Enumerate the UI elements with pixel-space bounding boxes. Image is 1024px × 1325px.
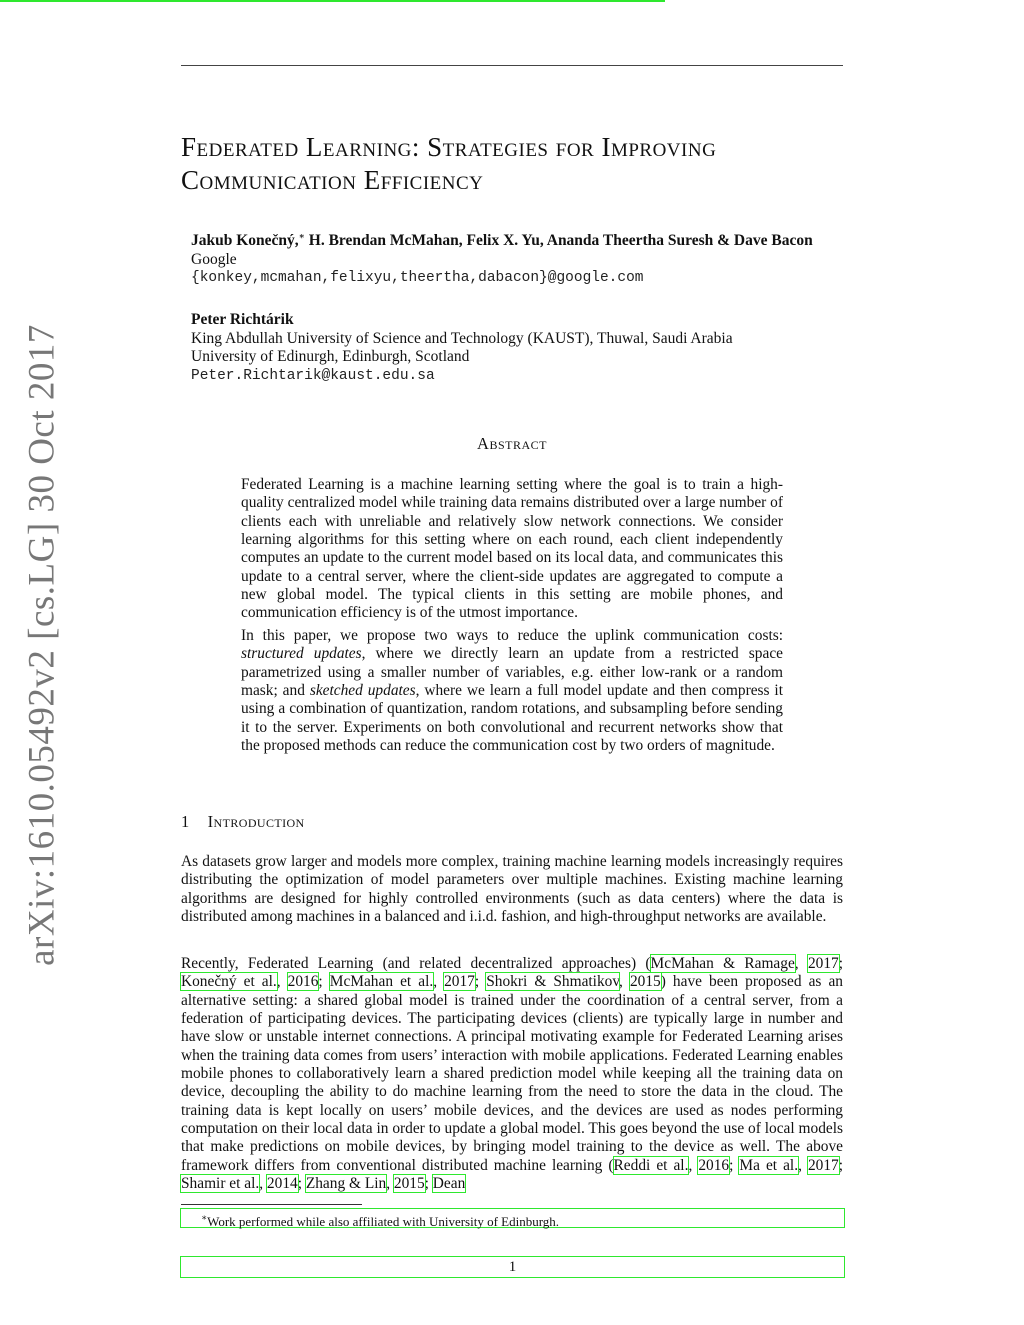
title-line-1: Federated Learning: Strategies for Improving — [181, 132, 717, 162]
author-email: Peter.Richtarik@kaust.edu.sa — [191, 367, 435, 384]
citation-link[interactable]: Konečný et al. — [181, 973, 277, 991]
text: , — [798, 1156, 808, 1174]
text: ; — [838, 1156, 844, 1174]
citation-link[interactable]: Shokri & Shmatikov — [486, 973, 620, 991]
text: , — [386, 1175, 394, 1193]
affiliation-1: King Abdullah University of Science and Technology (KAUST), Thuwal, Saudi Arabia — [191, 329, 733, 347]
abstract-paragraph-2 — [241, 627, 783, 755]
footnote-mark[interactable]: ∗ — [298, 231, 305, 241]
text: , where we directly learn an update from a restricted space parametrized using a smaller number of variables, e.g. either low-rank or a random mask; and — [241, 645, 783, 700]
author-block-kaust — [191, 311, 871, 385]
author-first: Jakub Konečný, — [191, 232, 299, 250]
text: , where we learn a full model update and then compress it using a combination of quantization, random rotations, and subsampling before sending it to the server. Experiments on both convolutional and recurrent networks show that the proposed methods can reduce the communication cost by two orders of magnitude. — [241, 682, 783, 755]
section-number: 1 — [181, 812, 190, 831]
citation-link[interactable]: Ma et al. — [739, 1156, 799, 1174]
footnote[interactable] — [180, 1208, 845, 1228]
highlight-bar — [0, 0, 665, 2]
emphasis: sketched updates — [309, 682, 416, 700]
intro-paragraph-1: As datasets grow larger and models more complex, training machine learning models increasingly requires distributing the optimization of model parameters over multiple machines. Existing machine learning algorithms are designed for highly controlled environments (such as data centers) where the data is distributed among machines in a balanced and i.i.d. fashion, and high-throughput networks are available. — [181, 853, 843, 926]
paper-title — [181, 131, 861, 197]
citation-link[interactable]: Reddi et al. — [613, 1156, 689, 1174]
footnote-mark: ∗ — [201, 1213, 208, 1223]
citation-year-link[interactable]: 2015 — [393, 1175, 425, 1193]
section-title: Introduction — [207, 812, 305, 831]
citation-link[interactable]: Shamir et al. — [181, 1175, 260, 1193]
affiliation: Google — [191, 250, 237, 268]
text: ; — [474, 973, 487, 991]
citation-year-link[interactable]: 2015 — [629, 973, 661, 991]
page-number[interactable]: 1 — [180, 1256, 845, 1278]
citation-link[interactable]: Zhang & Lin — [305, 1175, 387, 1193]
text: ; — [318, 973, 330, 991]
citation-year-link[interactable]: 2017 — [807, 1156, 839, 1174]
arxiv-stamp[interactable]: arXiv:1610.05492v2 [cs.LG] 30 Oct 2017 — [21, 324, 63, 966]
text: , — [794, 955, 808, 972]
citation-year-link[interactable]: 2017 — [444, 973, 475, 991]
author-email: {konkey,mcmahan,felixyu,theertha,dabacon}@google.com — [191, 270, 644, 287]
text: , — [259, 1175, 267, 1193]
footnote-rule — [181, 1204, 362, 1205]
text: ; — [729, 1156, 740, 1174]
text: , — [619, 973, 630, 991]
citation-year-link[interactable]: 2017 — [807, 955, 839, 972]
text: ; — [838, 955, 843, 972]
text: In this paper, we propose two ways to reduce the uplink communication costs: — [241, 627, 783, 644]
abstract-paragraph-1: Federated Learning is a machine learning setting where the goal is to train a high-quality centralized model while training data remains distributed over a large number of clients each with unreliable and relatively slow network connections. We consider learning algorithms for this setting where on each round, each client independently computes an update to the current model based on its local data, and communicates this update to a central server, where the client-side updates are aggregated to compute a new global model. The typical clients in this setting are mobile phones, and communication efficiency is of the utmost importance. — [241, 476, 783, 622]
text: , — [688, 1156, 699, 1174]
intro-paragraph-2 — [181, 955, 843, 1193]
section-heading-introduction — [181, 812, 305, 832]
citation-year-link[interactable]: 2016 — [698, 1156, 730, 1174]
citation-year-link[interactable]: 2014 — [266, 1175, 298, 1193]
title-rule — [181, 65, 843, 66]
citation-link[interactable]: McMahan & Ramage — [650, 955, 795, 972]
affiliation-2: University of Edinurgh, Edinburgh, Scotland — [191, 348, 470, 365]
text: Recently, Federated Learning (and related decentralized approaches) ( — [181, 955, 651, 972]
text: ; — [297, 1175, 306, 1193]
footnote-text — [181, 1214, 559, 1229]
text: ) have been proposed as an alternative setting: a shared global model is trained under the coordination of a central server, from a federation of participating devices. The participating devices (clients) are typically large in number and have slow or unstable internet connections. A principal motivating example for Federated Learning arises when the training data comes from users’ interaction with mobile applications. Federated Learning enables mobile phones to collaboratively learn a shared prediction model while keeping all the training data on device, decoupling the ability to do machine learning from the need to store the data in the cloud. The training data is kept locally on users’ mobile devices, and the devices are used as nodes performing computation on their local data in order to update a global model. This goes beyond the use of local models that make predictions on mobile devices, by bringing model training to the device as well. The above framework differs from conventional distributed machine learning ( — [181, 973, 843, 1174]
citation-link[interactable]: Dean — [432, 1175, 466, 1193]
text: , — [276, 973, 288, 991]
emphasis: structured updates — [241, 645, 362, 663]
title-line-2: Communication Efficiency — [181, 165, 484, 195]
author-names — [191, 227, 871, 251]
author-block-google — [191, 227, 871, 288]
citation-year-link[interactable]: 2016 — [287, 973, 319, 991]
author-name: Peter Richtárik — [191, 311, 294, 328]
citation-link[interactable]: McMahan et al. — [329, 973, 434, 991]
author-rest: H. Brendan McMahan, Felix X. Yu, Ananda Theertha Suresh & Dave Bacon — [304, 232, 813, 250]
footnote-body: Work performed while also affiliated with University of Edinburgh. — [207, 1214, 560, 1230]
text: , — [433, 973, 445, 991]
text: ; — [424, 1175, 433, 1193]
abstract-heading: Abstract — [477, 434, 547, 453]
